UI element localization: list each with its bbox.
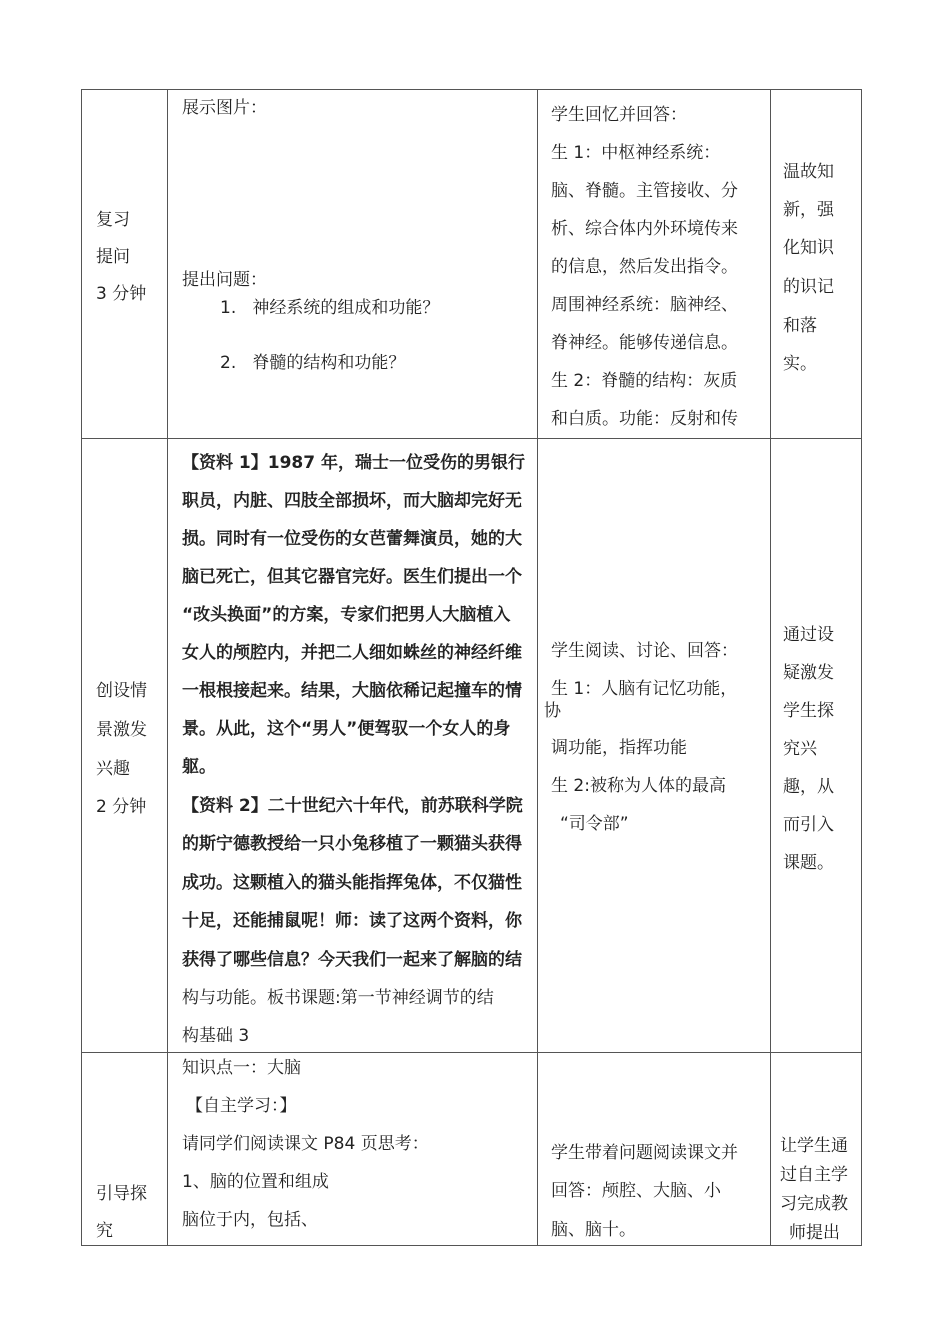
stage-line: 复习 <box>96 210 130 230</box>
material-line: 构基础 3 <box>182 1026 250 1046</box>
design-intent-cell <box>770 89 862 438</box>
material-line: 【资料 1】1987 年，瑞士一位受伤的男银行 <box>182 453 525 473</box>
table-row-inquiry <box>81 1052 862 1245</box>
material-line: 职员，内脏、四肢全部损坏，而大脑却完好无 <box>182 491 522 511</box>
student-activity-cell <box>537 89 770 438</box>
knowledge-point-title: 知识点一：大脑 <box>182 1058 301 1078</box>
student-line: 脑、脊髓。主管接收、分 <box>551 181 738 201</box>
stage-line: 引导探 <box>96 1184 147 1204</box>
student-activity-cell <box>537 438 770 1052</box>
student-activity-cell <box>537 1052 770 1245</box>
material-line: 景。从此，这个“男人”便驾驭一个女人的身 <box>182 719 511 739</box>
intent-line: 习完成教 <box>780 1194 848 1214</box>
student-line: 生 1：中枢神经系统： <box>551 143 721 163</box>
student-line: 学生回忆并回答： <box>551 105 687 125</box>
student-line: 回答：颅腔、大脑、小 <box>551 1181 721 1201</box>
intent-line: 化知识 <box>783 238 834 258</box>
intent-line: 疑激发 <box>783 663 834 683</box>
design-intent-cell <box>770 1052 862 1245</box>
fill-blank-line: 脑位于内，包括、 <box>182 1210 318 1230</box>
question-item: 2. 脊髓的结构和功能？ <box>220 353 406 373</box>
material-line: 十足，还能捕鼠呢！师：读了这两个资料，你 <box>182 911 522 931</box>
material-line: 【资料 2】二十世纪六十年代，前苏联科学院 <box>182 796 523 816</box>
show-images-label: 展示图片： <box>182 98 267 118</box>
student-line: 调功能，指挥功能 <box>551 738 687 758</box>
intent-line: 的识记 <box>783 277 834 297</box>
material-line: 成功。这颗植入的猫头能指挥兔体，不仅猫性 <box>182 873 522 893</box>
material-line: “改头换面”的方案，专家们把男人大脑植入 <box>182 605 511 625</box>
stage-line: 2 分钟 <box>96 797 147 817</box>
stage-line: 创设情 <box>96 681 147 701</box>
material-line: 女人的颅腔内，并把二人细如蛛丝的神经纤维 <box>182 643 522 663</box>
intent-line: 学生探 <box>783 701 834 721</box>
intent-line: 实。 <box>783 354 817 374</box>
intent-line: 温故知 <box>783 162 834 182</box>
student-line: 析、综合体内外环境传来 <box>551 219 738 239</box>
intent-line: 师提出 <box>789 1223 840 1243</box>
teacher-activity-cell <box>167 89 537 438</box>
intent-line: 趣，从 <box>783 777 834 797</box>
self-study-label: 【自主学习：】 <box>186 1096 297 1116</box>
student-line: 生 2：脊髓的结构：灰质 <box>551 371 738 391</box>
stage-cell <box>81 89 167 438</box>
material-line: 脑已死亡，但其它器官完好。医生们提出一个 <box>182 567 522 587</box>
student-line: 生 2:被称为人体的最高 <box>551 776 726 796</box>
stage-line: 3 分钟 <box>96 284 147 304</box>
table-row-review <box>81 89 862 438</box>
intent-line: 课题。 <box>783 853 834 873</box>
reading-instruction: 请同学们阅读课文 P84 页思考： <box>182 1134 429 1154</box>
question-item: 1. 神经系统的组成和功能？ <box>220 298 440 318</box>
student-line: 协 <box>544 701 561 721</box>
design-intent-cell <box>770 438 862 1052</box>
student-line: 脑、脑十。 <box>551 1220 636 1240</box>
material-line: 损。同时有一位受伤的女芭蕾舞演员，她的大 <box>182 529 522 549</box>
intent-line: 而引入 <box>783 815 834 835</box>
question-item: 1、脑的位置和组成 <box>182 1172 329 1192</box>
table-row-scenario <box>81 438 862 1052</box>
intent-line: 让学生通 <box>780 1136 848 1156</box>
student-line: 生 1：人脑有记忆功能， <box>551 679 738 699</box>
stage-cell <box>81 1052 167 1245</box>
material-line: 获得了哪些信息？今天我们一起来了解脑的结 <box>182 950 522 970</box>
teacher-activity-cell <box>167 438 537 1052</box>
intent-line: 和落 <box>783 316 817 336</box>
stage-line: 兴趣 <box>96 759 130 779</box>
material-line: 构与功能。板书课题:第一节神经调节的结 <box>182 988 494 1008</box>
student-line: 学生阅读、讨论、回答： <box>551 641 738 661</box>
table-bottom-border <box>81 1245 862 1246</box>
material-line: 躯。 <box>182 757 216 777</box>
intent-line: 究兴 <box>783 739 817 759</box>
stage-line: 究 <box>96 1221 113 1241</box>
student-line: 学生带着问题阅读课文并 <box>551 1143 738 1163</box>
student-line: 周围神经系统：脑神经、 <box>551 295 738 315</box>
student-line: “司令部” <box>560 814 629 834</box>
intent-line: 通过设 <box>783 625 834 645</box>
material-line: 一根根接起来。结果，大脑依稀记起撞车的情 <box>182 681 522 701</box>
material-line: 的斯宁德教授给一只小兔移植了一颗猫头获得 <box>182 834 522 854</box>
stage-line: 提问 <box>96 247 130 267</box>
teacher-activity-cell <box>167 1052 537 1245</box>
questions-label: 提出问题： <box>182 270 267 290</box>
student-line: 的信息，然后发出指令。 <box>551 257 738 277</box>
intent-line: 新，强 <box>783 200 834 220</box>
student-line: 脊神经。能够传递信息。 <box>551 333 738 353</box>
student-line: 和白质。功能：反射和传 <box>551 409 738 429</box>
intent-line: 过自主学 <box>780 1165 848 1185</box>
stage-cell <box>81 438 167 1052</box>
stage-line: 景激发 <box>96 720 147 740</box>
